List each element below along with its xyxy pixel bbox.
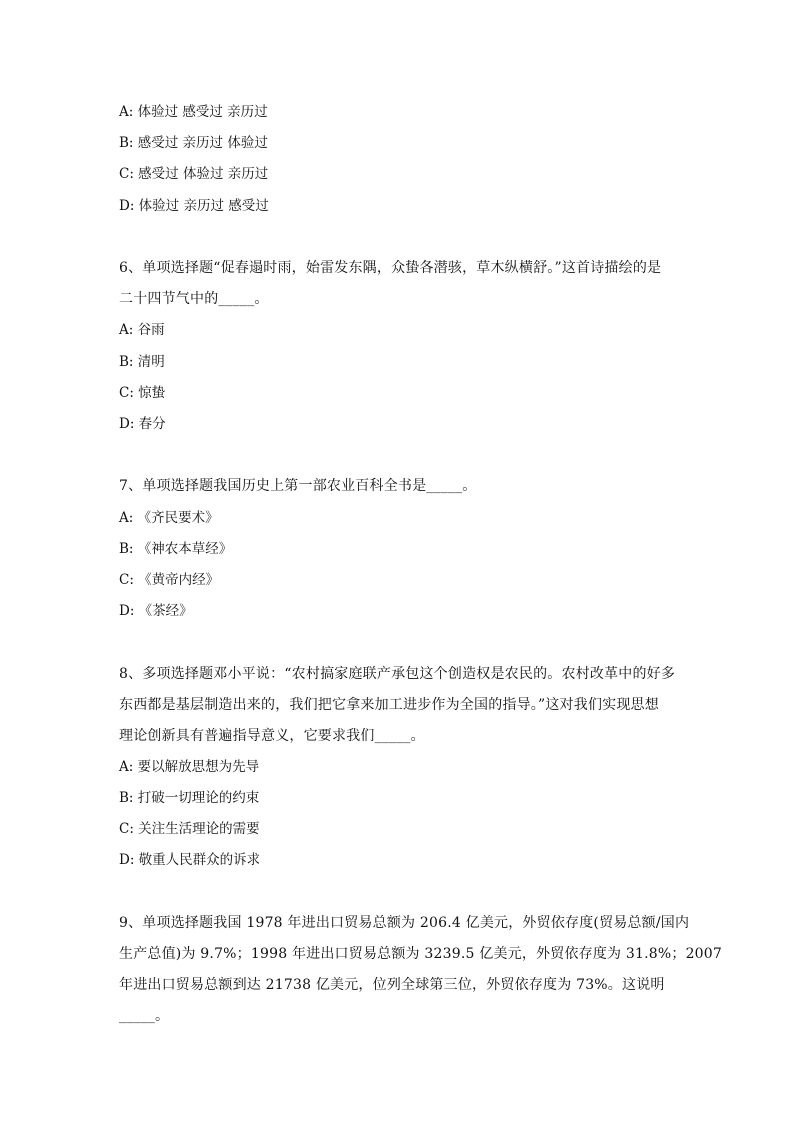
q8-option-c: C: 关注生活理论的需要 — [119, 821, 260, 837]
q9-stem-line-4: _____。 — [119, 1008, 170, 1024]
q5-option-c: C: 感受过 体验过 亲历过 — [119, 166, 269, 182]
q5-option-d: D: 体验过 亲历过 感受过 — [119, 198, 269, 214]
q6-option-d: D: 春分 — [119, 416, 166, 432]
q5-option-b: B: 感受过 亲历过 体验过 — [119, 135, 268, 151]
q8-stem-line-3: 理论创新具有普遍指导意义，它要求我们_____。 — [119, 728, 425, 744]
q8-option-a: A: 要以解放思想为先导 — [119, 759, 260, 775]
q7-option-b: B: 《神农本草经》 — [119, 541, 233, 557]
q7-option-c: C: 《黄帝内经》 — [119, 572, 220, 588]
q8-option-d: D: 敬重人民群众的诉求 — [119, 852, 261, 868]
q5-option-a: A: 体验过 感受过 亲历过 — [119, 104, 268, 120]
q9-stem-line-1: 9、单项选择题我国 1978 年进出口贸易总额为 206.4 亿美元，外贸依存度(贸易总额/国内 — [119, 915, 690, 931]
q6-option-c: C: 惊蛰 — [119, 385, 166, 401]
q8-stem-line-2: 东西都是基层制造出来的，我们把它拿来加工进步作为全国的指导。”这对我们实现思想 — [119, 697, 659, 713]
q6-stem-line-1: 6、单项选择题“促春遢时雨，始雷发东隅，众蛰各潜骇，草木纵横舒。”这首诗描绘的是 — [119, 260, 662, 276]
q9-stem-line-3: 年进出口贸易总额到达 21738 亿美元，位列全球第三位，外贸依存度为 73%。这说明 — [119, 977, 665, 993]
q6-option-a: A: 谷雨 — [119, 322, 165, 338]
q6-stem-line-2: 二十四节气中的_____。 — [119, 291, 269, 307]
q7-stem-line-1: 7、单项选择题我国历史上第一部农业百科全书是_____。 — [119, 478, 477, 494]
q8-option-b: B: 打破一切理论的约束 — [119, 790, 260, 806]
q8-stem-line-1: 8、多项选择题邓小平说：“农村搞家庭联产承包这个创造权是农民的。农村改革中的好多 — [119, 666, 676, 682]
q7-option-a: A: 《齐民要术》 — [119, 510, 219, 526]
q9-stem-line-2: 生产总值)为 9.7%；1998 年进出口贸易总额为 3239.5 亿美元，外贸依存度为 31.8%；2007 — [119, 946, 722, 962]
q7-option-d: D: 《茶经》 — [119, 603, 193, 619]
q6-option-b: B: 清明 — [119, 354, 165, 370]
